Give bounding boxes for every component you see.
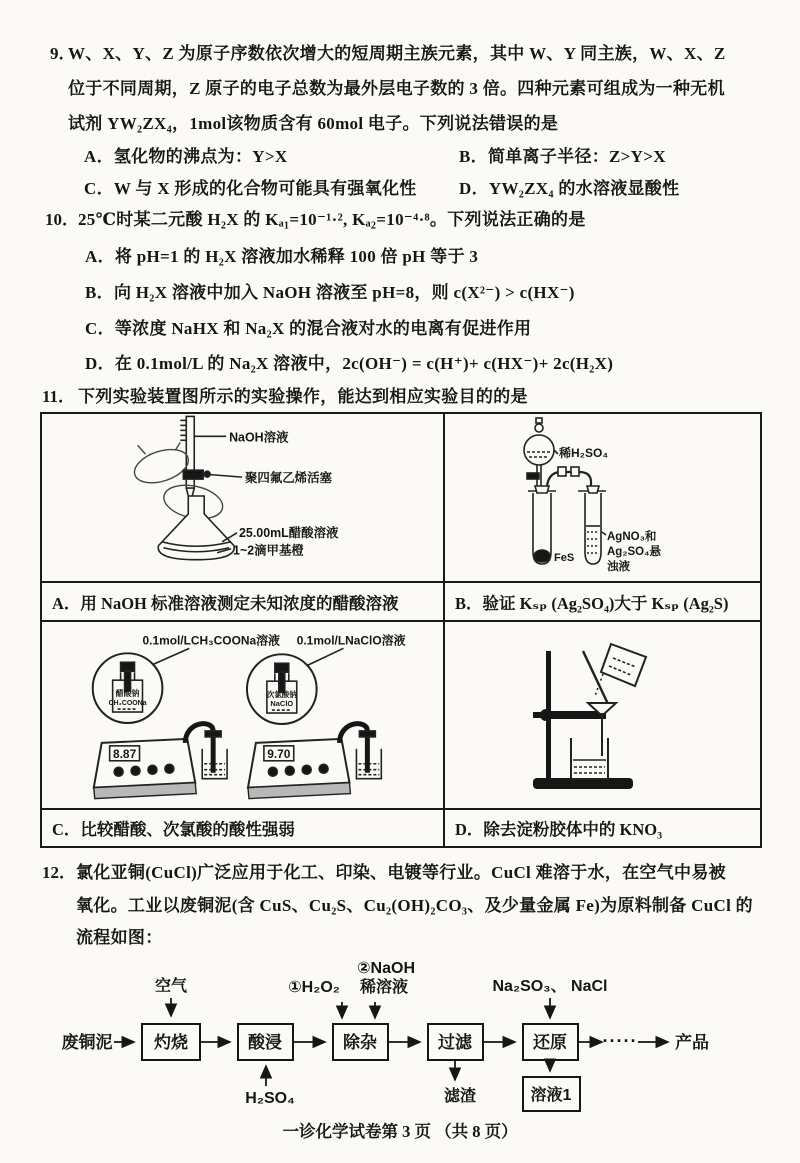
- caption-c: C．比较醋酸、次氯酸的酸性强弱: [42, 810, 445, 846]
- caption-a: A．用 NaOH 标准溶液测定未知浓度的醋酸溶液: [42, 583, 445, 622]
- burette-label: NaOH溶液: [229, 430, 289, 445]
- flow-dilute-solution-label: 稀溶液: [359, 979, 409, 996]
- q9-option-c: C．W 与 X 形成的化合物可能具有强氧化性: [84, 179, 417, 198]
- flow-h2so4-label: H₂SO₄: [245, 1090, 295, 1107]
- caption-b: B．验证 Kₛₚ (Ag₂SO₄)大于 Kₛₚ (Ag₂S): [445, 583, 760, 622]
- bottle2-name: 次氯酸钠: [266, 690, 297, 700]
- stopcock-label: 聚四氟乙烯活塞: [244, 471, 332, 486]
- flow-step-roast: 灼烧: [154, 1033, 188, 1052]
- suspension-label-3: 浊液: [607, 561, 630, 573]
- q10-option-a: A．将 pH=1 的 H₂X 溶液加水稀释 100 倍 pH 等于 3: [85, 247, 479, 266]
- bottle1-name: 醋酸钠: [115, 689, 140, 699]
- filtration-diagram-cell: [445, 622, 760, 810]
- ph-meter-diagram-cell: [42, 622, 445, 810]
- titration-diagram-cell: [42, 414, 445, 583]
- flow-step-remove-impurity: 除杂: [343, 1033, 377, 1052]
- flow-solution1-label: 溶液1: [530, 1087, 572, 1104]
- ksp-diagram-cell: [445, 414, 760, 583]
- q10-option-c: C．等浓度 NaHX 和 Na₂X 的混合液对水的电离有促进作用: [85, 319, 532, 338]
- flask-content-label: 25.00mL醋酸溶液: [239, 525, 339, 540]
- ksp-apparatus-diagram: [445, 414, 760, 583]
- cucl-process-flowchart: [30, 958, 770, 1123]
- flow-step-acid-leach: 酸浸: [248, 1033, 282, 1052]
- q10-number: 10．: [45, 210, 79, 229]
- bottle2-formula: NaClO: [270, 699, 294, 709]
- q11-apparatus-table: [40, 412, 762, 848]
- q10-option-b: B．向 H₂X 溶液中加入 NaOH 溶液至 pH=8，则 c(X²⁻) > c(HX⁻): [85, 283, 575, 302]
- q9-option-d: D．YW₂ZX₄ 的水溶液显酸性: [459, 179, 680, 198]
- acetate-solution-label: 0.1mol/LCH₃COONa溶液: [142, 633, 281, 648]
- caption-d: D．除去淀粉胶体中的 KNO₃: [455, 820, 663, 839]
- q10-stem: 25℃时某二元酸 H₂X 的 Kₐ₁=10⁻¹·², Kₐ₂=10⁻⁴·⁸。下列说法正确的是: [78, 210, 586, 229]
- q10-option-d: D．在 0.1mol/L 的 Na₂X 溶液中，2c(OH⁻) = c(H⁺)+ c(HX⁻)+ 2c(H₂X): [85, 354, 614, 373]
- suspension-label-2: Ag₂SO₄悬: [607, 546, 662, 558]
- suspension-label-1: AgNO₃和: [607, 531, 657, 543]
- q12-line1: 氯化亚铜(CuCl)广泛应用于化工、印染、电镀等行业。CuCl 难溶于水，在空气中易被: [76, 863, 726, 882]
- flow-input-label: 废铜泥: [61, 1033, 113, 1052]
- q12-number: 12．: [42, 863, 76, 882]
- flow-filter-residue-label: 滤渣: [443, 1088, 477, 1105]
- dilute-sulfuric-acid-label: 稀H₂SO₄: [559, 446, 609, 460]
- fes-label: FeS: [554, 552, 575, 564]
- q9-option-a: A．氢化物的沸点为：Y>X: [84, 147, 288, 166]
- flow-h2o2-label: ①H₂O₂: [288, 979, 340, 996]
- bottle1-formula: CH₃COONa: [108, 700, 147, 708]
- flow-air-label: 空气: [154, 978, 188, 995]
- q12-line2: 氧化。工业以废铜泥(含 CuS、Cu₂S、Cu₂(OH)₂CO₃、及少量金属 Fe)为原料制备 CuCl 的: [76, 896, 753, 915]
- naclo-solution-label: 0.1mol/LNaClO溶液: [296, 633, 406, 648]
- q9-option-b: B．简单离子半径：Z>Y>X: [459, 147, 666, 166]
- ph-comparison-diagram: [42, 622, 443, 810]
- flow-na2so3-nacl-label: Na₂SO₃、 NaCl: [492, 978, 608, 995]
- ph-reading-1: 8.87: [112, 746, 137, 761]
- q11-number: 11．: [42, 387, 76, 406]
- flow-dots: ·····: [602, 1031, 638, 1051]
- q9-line1: W、X、Y、Z 为原子序数依次增大的短周期主族元素，其中 W、Y 同主族，W、X、Z: [68, 44, 726, 63]
- q11-stem: 下列实验装置图所示的实验操作，能达到相应实验目的的是: [78, 387, 528, 406]
- flow-naoh-label: ②NaOH: [357, 960, 415, 977]
- q12-line3: 流程如图：: [76, 928, 163, 947]
- filtration-apparatus-diagram: [445, 622, 760, 810]
- indicator-label: 1~2滴甲基橙: [233, 543, 304, 558]
- q9-line3: 试剂 YW₂ZX₄，1mol该物质含有 60mol 电子。下列说法错误的是: [68, 114, 559, 133]
- ph-reading-2: 9.70: [267, 746, 291, 761]
- titration-apparatus-diagram: [42, 414, 443, 583]
- flow-output-label: 产品: [675, 1033, 709, 1052]
- q9-number: 9．: [50, 44, 76, 63]
- page-footer: 一诊化学试卷第 3 页 （共 8 页）: [282, 1122, 518, 1141]
- flow-step-filter: 过滤: [438, 1033, 472, 1052]
- q9-line2: 位于不同周期，Z 原子的电子总数为最外层电子数的 3 倍。四种元素可组成为一种无机: [68, 79, 725, 98]
- flow-step-reduce: 还原: [533, 1033, 567, 1052]
